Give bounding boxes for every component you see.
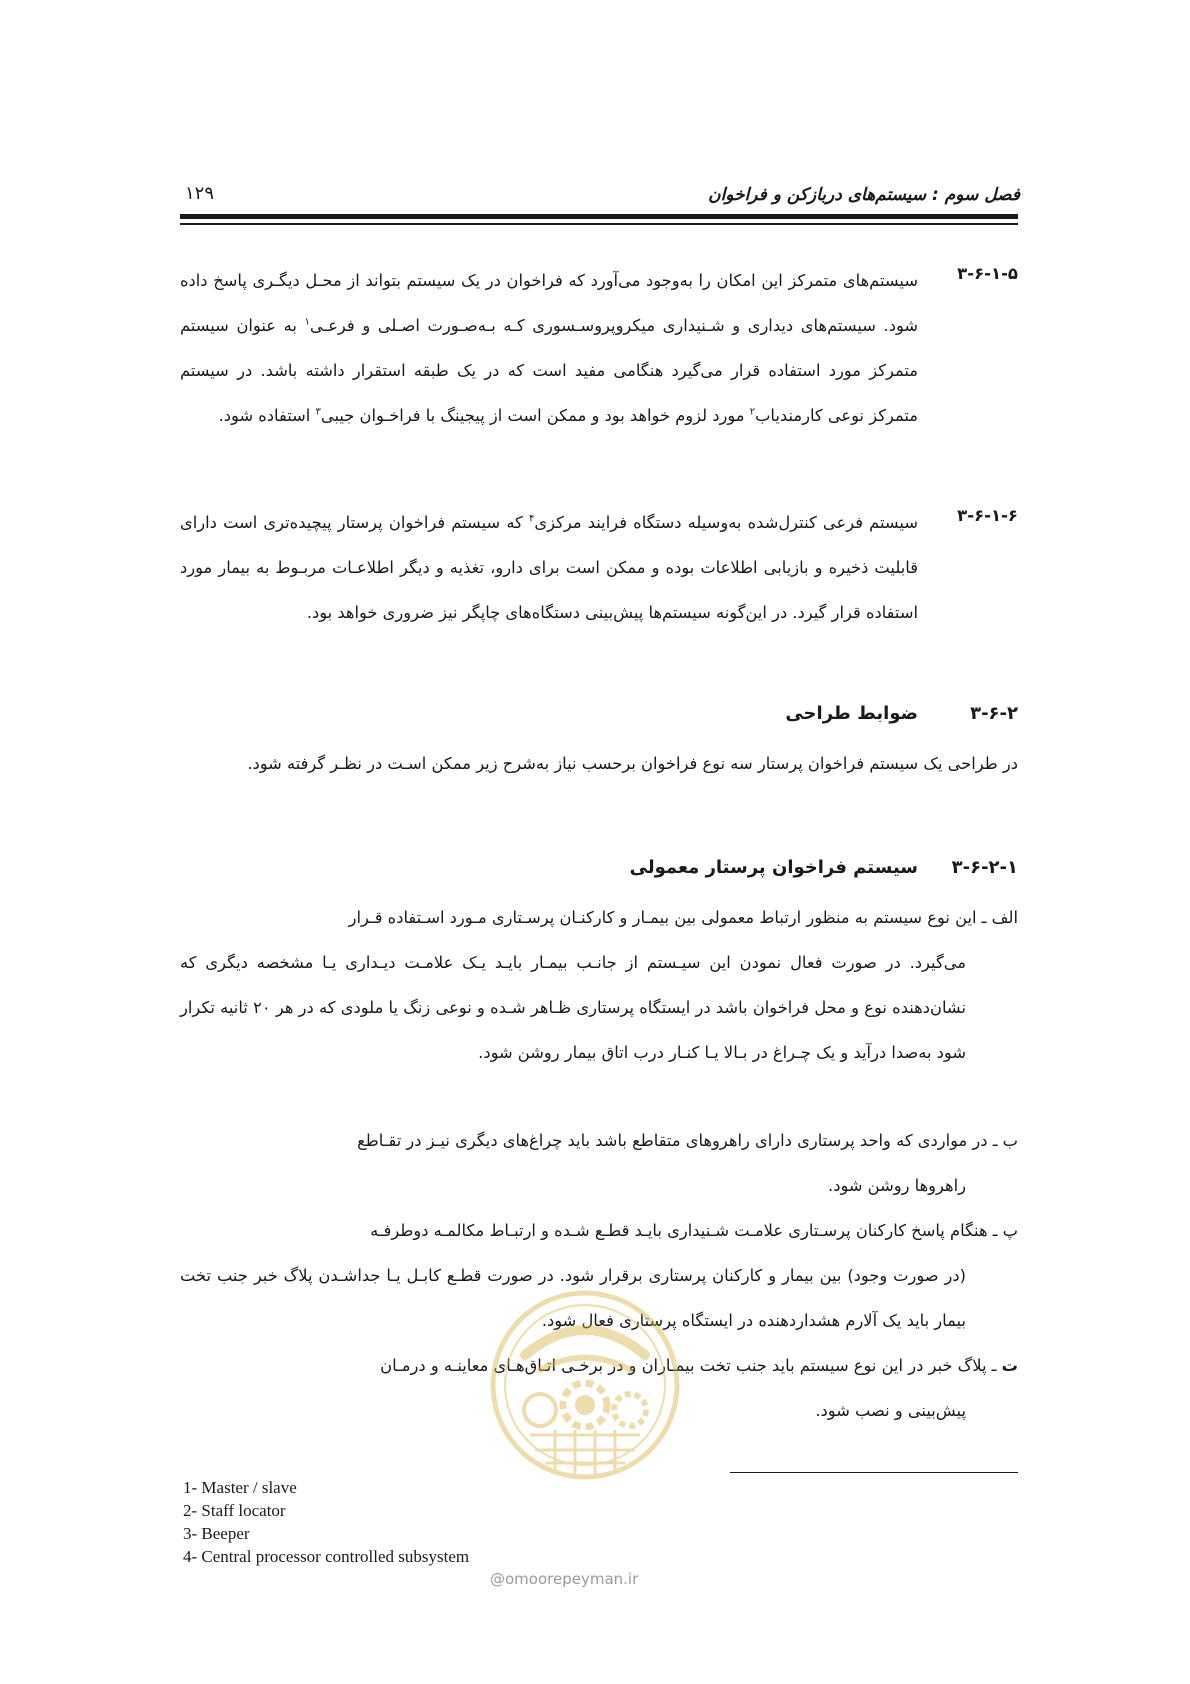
list-marker: الف: [991, 908, 1018, 927]
section-number: ۳-۶-۱-۶: [957, 506, 1018, 525]
list-item-text: ـ این نوع سیستم به منظور ارتباط معمولی بین بیمـار و کارکنـان پرسـتاری مـورد اسـتفاده قـرار: [348, 908, 987, 927]
page-number: ۱۲۹: [185, 183, 215, 204]
heading-number: ۳-۶-۲-۱: [951, 857, 1018, 878]
heading-title: ضوابط طراحی: [785, 703, 918, 724]
section-number: ۳-۶-۱-۵: [957, 264, 1018, 283]
section-text: [180, 500, 918, 635]
list-item-continuation: راهروها روشن شود.: [828, 1176, 966, 1195]
list-item-first-line: [180, 895, 1018, 940]
running-header-title: فصل سوم : سیستم‌های دربازکن و فراخوان: [708, 185, 1020, 205]
list-item-continuation: (در صورت وجود) بین بیمار و کارکنان پرستاری برقرار شود. در صورت قطـع کابـل یـا جداشـدن پلاگ خبر جنب تخت بیمار باید یک آلارم هشداردهنده در ایستگاه پرستاری فعال شود.: [180, 1266, 966, 1330]
section-text: [180, 258, 918, 438]
footnote-ref: ۳: [315, 406, 321, 418]
text-part: سیستم فرعی کنترل‌شده به‌وسیله دستگاه فرایند مرکزی: [534, 513, 918, 532]
text-part: که سیستم فراخوان پرستار پیچیده‌تری است دارای قابلیت ذخیره و بازیابی اطلاعات بوده و ممکن است برای دارو، تغذیه و دیگر اطلاعـات مربـوط به بیمار مورد استفاده قرار گیرد. در این‌گونه سیستم‌ها پیش‌بینی دستگاه‌های چاپگر نیز ضروری خواهد بود.: [180, 513, 918, 622]
list-marker: ب: [1002, 1131, 1018, 1150]
list-item: [180, 895, 1018, 1075]
list-item-text: ـ هنگام پاسخ کارکنان پرسـتاری علامـت شـنیداری بایـد قطـع شـده و ارتبـاط مکالمـه دوطرفـه: [370, 1221, 998, 1240]
footnote: 3- Beeper: [183, 1524, 250, 1543]
heading-title: سیستم فراخوان پرستار معمولی: [629, 857, 918, 878]
footnote-ref: ۲: [749, 406, 756, 418]
list-marker: پ: [1002, 1221, 1018, 1240]
header-rule-thick: [180, 214, 1018, 219]
footnote: 4- Central processor controlled subsystem: [183, 1547, 470, 1566]
section-3-6-1-6: [180, 500, 1018, 635]
list-item-continuation: می‌گیرد. در صورت فعال نمودن این سیـستم از جانـب بیمـار بایـد یـک علامـت دیـداری یـا مشخصه دیگری که نشان‌دهنده نوع و محل فراخوان باشد در ایستگاه پرستاری ظـاهر شـده و نوعی زنگ یا ملودی که در هر ۲۰ ثانیه تکرار شود به‌صدا درآید و یک چـراغ در بـالا یـا کنـار درب اتاق بیمار روشن شود.: [180, 953, 966, 1062]
header-rule-thin: [180, 223, 1018, 225]
watermark-seal-icon: [485, 1285, 685, 1485]
text-part: مورد لزوم خواهد بود و ممکن است از پیجینگ با فراخـوان جیبی: [320, 406, 750, 425]
list-item-first-line: [180, 1118, 1018, 1163]
text-part: به عنوان سیستم متمرکز مورد استفاده قرار می‌گیرد هنگامی مفید است که در یک طبقه استقرار داشته باشد. در سیستم متمرکز نوعی کارمندیاب: [180, 316, 918, 425]
footnote: 1- Master / slave: [183, 1478, 297, 1497]
text-part: سیستم‌های متمرکز این امکان را به‌وجود می‌آورد که فراخوان در یک سیستم بتواند از محـل دیگـری پاسخ داده شود. سیستم‌های دیداری و شـنیداری میکروپروسـسوری کـه بـه‌صـورت اصـلی و فرعـی: [180, 271, 919, 335]
footnote-ref: ۱: [304, 316, 310, 328]
list-item: [180, 1118, 1018, 1208]
watermark-url: @omoorepeyman.ir: [490, 1570, 639, 1588]
list-item-text: ـ پلاگ خبر در این نوع سیستم باید جنب تخت بیمـاران و در برخـی اتـاق‌هـای معاینـه و درمـان: [380, 1356, 997, 1375]
design-paragraph: در طراحی یک سیستم فراخوان پرستار سه نوع فراخوان برحسب نیاز به‌شرح زیر ممکن اسـت در نظـر گرفته شود.: [247, 754, 1018, 773]
list-item-continuation: پیش‌بینی و نصب شود.: [815, 1401, 966, 1420]
footnote: 2- Staff locator: [183, 1501, 286, 1520]
footnote-separator: [730, 1472, 1018, 1473]
list-item-text: ـ در مواردی که واحد پرستاری دارای راهروهای متقاطع باشد باید چراغ‌های دیگری نیـز در تقـاطع: [357, 1131, 998, 1150]
footnotes: [183, 1476, 469, 1568]
list-marker: ت: [1001, 1356, 1018, 1375]
heading-number: ۳-۶-۲: [970, 703, 1018, 724]
text-part: استفاده شود.: [218, 406, 316, 425]
footnote-ref: ۴: [528, 513, 535, 525]
section-3-6-1-5: [180, 258, 1018, 438]
list-item-first-line: [180, 1208, 1018, 1253]
